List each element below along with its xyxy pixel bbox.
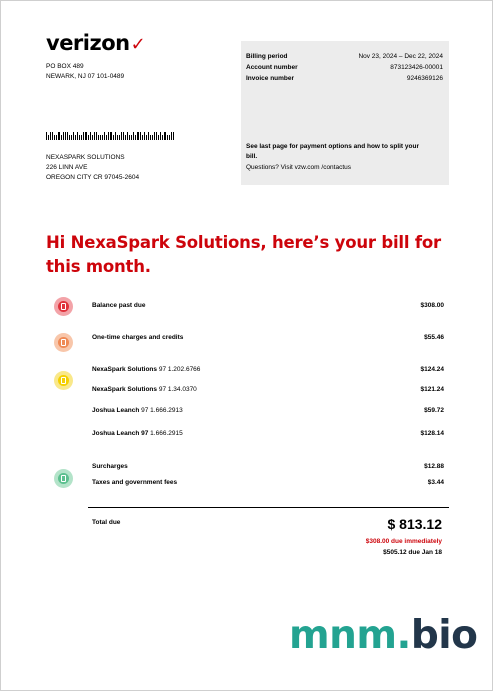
payment-options-note: See last page for payment options and how to split your bill. (246, 143, 419, 160)
invoice-number-label: Invoice number (246, 75, 295, 82)
item-amount: $308.00 (420, 302, 444, 309)
balance-icon-inner (58, 301, 69, 312)
account-info-box (241, 41, 449, 185)
line-owner: NexaSpark Solutions (92, 386, 158, 393)
line-owner: Joshua Leanch (92, 407, 140, 414)
due-later-note: $505.12 due Jan 18 (383, 549, 442, 556)
line-number: 97 1.666.2913 (141, 407, 183, 414)
account-number-label: Account number (246, 64, 298, 71)
line-owner: Joshua Leanch 97 (92, 430, 149, 437)
total-due-amount: $ 813.12 (387, 516, 442, 532)
remit-line-2: NEWARK, NJ 07 101-0489 (46, 73, 125, 80)
billing-period-label: Billing period (246, 53, 288, 60)
remit-line-1: PO BOX 489 (46, 63, 84, 70)
line-item-row (92, 407, 444, 414)
item-amount: $128.14 (420, 430, 444, 437)
watermark-part-1: mnm. (289, 613, 411, 658)
line-number: 97 1.34.0370 (158, 386, 197, 393)
item-amount: $124.24 (420, 366, 444, 373)
one-time-doc-icon (54, 333, 73, 352)
greeting-headline: Hi NexaSpark Solutions, here’s your bill for this month. (46, 233, 441, 276)
item-label (92, 386, 197, 393)
customer-city: OREGON CITY CR 97045-2604 (46, 174, 140, 181)
item-label: Surcharges (92, 463, 128, 470)
line-item-row (92, 430, 444, 437)
customer-address (46, 153, 139, 183)
verizon-logo (46, 31, 145, 55)
line-owner: NexaSpark Solutions (92, 366, 158, 373)
item-amount: $3.44 (427, 479, 444, 486)
one-time-charges-row (92, 334, 444, 341)
billing-period-value: Nov 23, 2024 – Dec 22, 2024 (358, 53, 443, 60)
balance-doc-icon (54, 297, 73, 316)
mnm-bio-watermark (289, 613, 477, 658)
taxes-fees-row (92, 479, 444, 486)
account-number-value: 873123426-00001 (390, 64, 443, 71)
phone-lines-icon (54, 371, 73, 390)
lines-icon-inner (58, 375, 69, 386)
customer-street: 226 LINN AVE (46, 164, 88, 171)
total-due-label: Total due (92, 519, 121, 526)
watermark-part-2: bio (410, 613, 478, 658)
total-divider (88, 507, 449, 508)
due-immediately-note: $308.00 due immediately (365, 538, 442, 545)
item-amount: $12.88 (424, 463, 444, 470)
invoice-number-value: 9246369126 (406, 75, 443, 82)
item-label: Taxes and government fees (92, 479, 178, 486)
invoice-number-row (246, 75, 443, 82)
item-amount: $59.72 (424, 407, 444, 414)
customer-name: NEXASPARK SOLUTIONS (46, 154, 125, 161)
line-item-row (92, 386, 444, 393)
surcharges-row (92, 463, 444, 470)
item-label (92, 407, 183, 414)
logo-check-icon: ✓ (130, 34, 146, 55)
item-label (92, 366, 200, 373)
line-number: 97 1.202.6766 (158, 366, 201, 373)
surcharges-doc-icon (54, 469, 73, 488)
item-label: One-time charges and credits (92, 334, 184, 341)
line-item-row (92, 366, 444, 373)
item-label: Balance past due (92, 302, 146, 309)
account-number-row (246, 64, 443, 71)
balance-past-due-row (92, 302, 444, 309)
item-amount: $55.46 (424, 334, 444, 341)
one-time-icon-inner (58, 337, 69, 348)
questions-link[interactable]: Questions? Visit vzw.com /contactus (246, 164, 352, 171)
line-number: 1.666.2915 (150, 430, 183, 437)
item-label (92, 430, 183, 437)
item-amount: $121.24 (420, 386, 444, 393)
remit-address (46, 62, 124, 82)
logo-text: verizon (46, 31, 130, 55)
postal-barcode (46, 132, 174, 140)
surcharges-icon-inner (58, 473, 69, 484)
billing-period-row (246, 53, 443, 60)
